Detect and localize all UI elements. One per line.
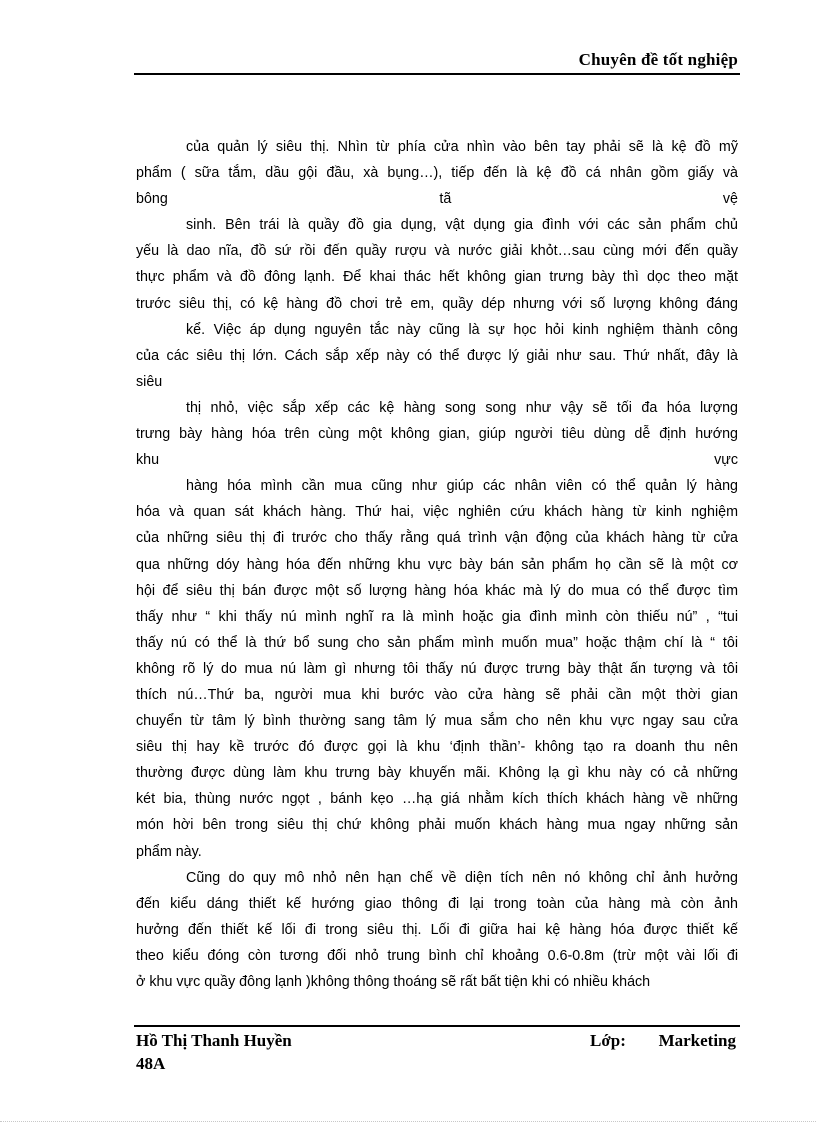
text-line: của các siêu thị lớn. Cách sắp xếp này có thể được lý giải như sau. Thứ nhất, đây là xyxy=(136,347,738,364)
text-line: chuyển từ tâm lý bình thường sang tâm lý mua sắm cho nên khu vực ngay sau cửa xyxy=(136,713,738,730)
text-line: thực phẩm và đồ đông lạnh. Để khai thác hết không gian trưng bày thì dọc theo mặt xyxy=(136,269,738,286)
text-line: siêu thị hay kề trước đó được gọi là khu ‘định thần’- không tạo ra doanh thu nên xyxy=(136,739,738,756)
text-line: của những siêu thị đi trước cho thấy rằng quá trình vận động của khách hàng từ cửa xyxy=(136,530,738,547)
text-line: theo kiểu đóng còn tương đối nhỏ trung bình chỉ khoảng 0.6-0.8m (trừ một vài lối đi xyxy=(136,947,738,964)
footer-class-label: Lớp: xyxy=(590,1031,626,1050)
footer-class-code: 48A xyxy=(136,1054,166,1073)
page-bottom-dotted-border xyxy=(0,1121,816,1122)
text-line: trưng bày hàng hóa trên cùng một không gian, giúp người tiêu dùng dễ định hướng xyxy=(136,426,738,443)
text-line: siêu xyxy=(136,373,163,390)
text-line: hưởng đến thiết kế lối đi trong siêu thị. Lối đi giữa hai kệ hàng hóa được thiết kế xyxy=(136,921,738,938)
text-line: trước siêu thị, có kệ hàng đồ chơi trẻ em, quầy dép nhưng với số lượng không đáng xyxy=(136,295,738,312)
text-line: bông tã vệ xyxy=(136,191,738,208)
text-line: kể. Việc áp dụng nguyên tắc này cũng là sự học hỏi kinh nghiệm thành công xyxy=(186,321,738,338)
text-line: đến kiểu dáng thiết kế hướng giao thông đi lại trong toàn của hàng mà còn ảnh xyxy=(136,895,738,912)
text-line: thị nhỏ, việc sắp xếp các kệ hàng song song như vậy sẽ tối đa hóa lượng xyxy=(186,399,738,416)
text-line: hàng hóa mình cần mua cũng như giúp các nhân viên có thể quản lý hàng xyxy=(186,478,738,495)
text-line: yếu là dao nĩa, đồ sứ rồi đến quầy rượu và nước giải khỏt…sau cùng mới đến quầy xyxy=(136,243,738,260)
text-line: hóa và quan sát khách hàng. Thứ hai, việc nghiên cứu khách hàng từ kinh nghiệm xyxy=(136,504,738,521)
text-line: qua những dóy hàng hóa đến những khu vực bày bán sản phẩm họ cần sẽ là một cơ xyxy=(136,556,738,573)
text-line: phẩm này. xyxy=(136,843,202,860)
text-line: ở khu vực quầy đông lạnh )không thông thoáng sẽ rất bất tiện khi có nhiều khách xyxy=(136,974,651,990)
text-line: Cũng do quy mô nhỏ nên hạn chế về diện tích nên nó không chỉ ảnh hưởng xyxy=(186,869,738,886)
text-line: không rõ lý do mua nú làm gì nhưng tôi thấy nú được trưng bày thật ấn tượng và tôi xyxy=(136,660,738,677)
text-line: khu vực xyxy=(136,452,738,469)
footer-divider xyxy=(134,1025,740,1027)
footer-author: Hồ Thị Thanh Huyền xyxy=(136,1031,292,1050)
body-text xyxy=(136,134,738,995)
text-line: món hời bên trong siêu thị chứ không phải muốn khách hàng mua ngay những sản xyxy=(136,817,738,834)
text-line: két bia, thùng nước ngọt , bánh kẹo …hạ giá nhằm kích thích khách hàng về những xyxy=(136,791,738,808)
text-line: sinh. Bên trái là quầy đồ gia dụng, vật dụng gia đình với các sản phẩm chủ xyxy=(186,217,738,234)
text-line: thường được dùng làm khu trưng bày khuyến mãi. Không lạ gì khu này có cả những xyxy=(136,765,738,782)
header-title: Chuyên đề tốt nghiệp xyxy=(578,50,738,69)
text-line: thấy như “ khi thấy nú mình nghĩ ra là mình hoặc gia đình mình còn thiếu nú” , “tui xyxy=(136,608,738,625)
text-line: của quản lý siêu thị. Nhìn từ phía cửa nhìn vào bên tay phải sẽ là kệ đồ mỹ xyxy=(186,139,738,155)
text-line: phẩm ( sữa tắm, dầu gội đầu, xà bụng…), tiếp đến là kệ đồ cá nhân gồm giấy và xyxy=(136,165,738,182)
text-line: thấy nú có thể là thứ bổ sung cho sản phẩm mình muốn mua” hoặc thậm chí là “ tôi xyxy=(136,634,738,651)
text-line: thích nú…Thứ ba, người mua khi bước vào cửa hàng sẽ phải cần một thời gian xyxy=(136,686,738,703)
header-divider xyxy=(134,73,740,75)
footer-class-name: Marketing xyxy=(658,1031,736,1050)
text-line: hội để siêu thị bán được một số lượng hàng hóa khác mà lý do mua có thể được tìm xyxy=(136,582,738,599)
